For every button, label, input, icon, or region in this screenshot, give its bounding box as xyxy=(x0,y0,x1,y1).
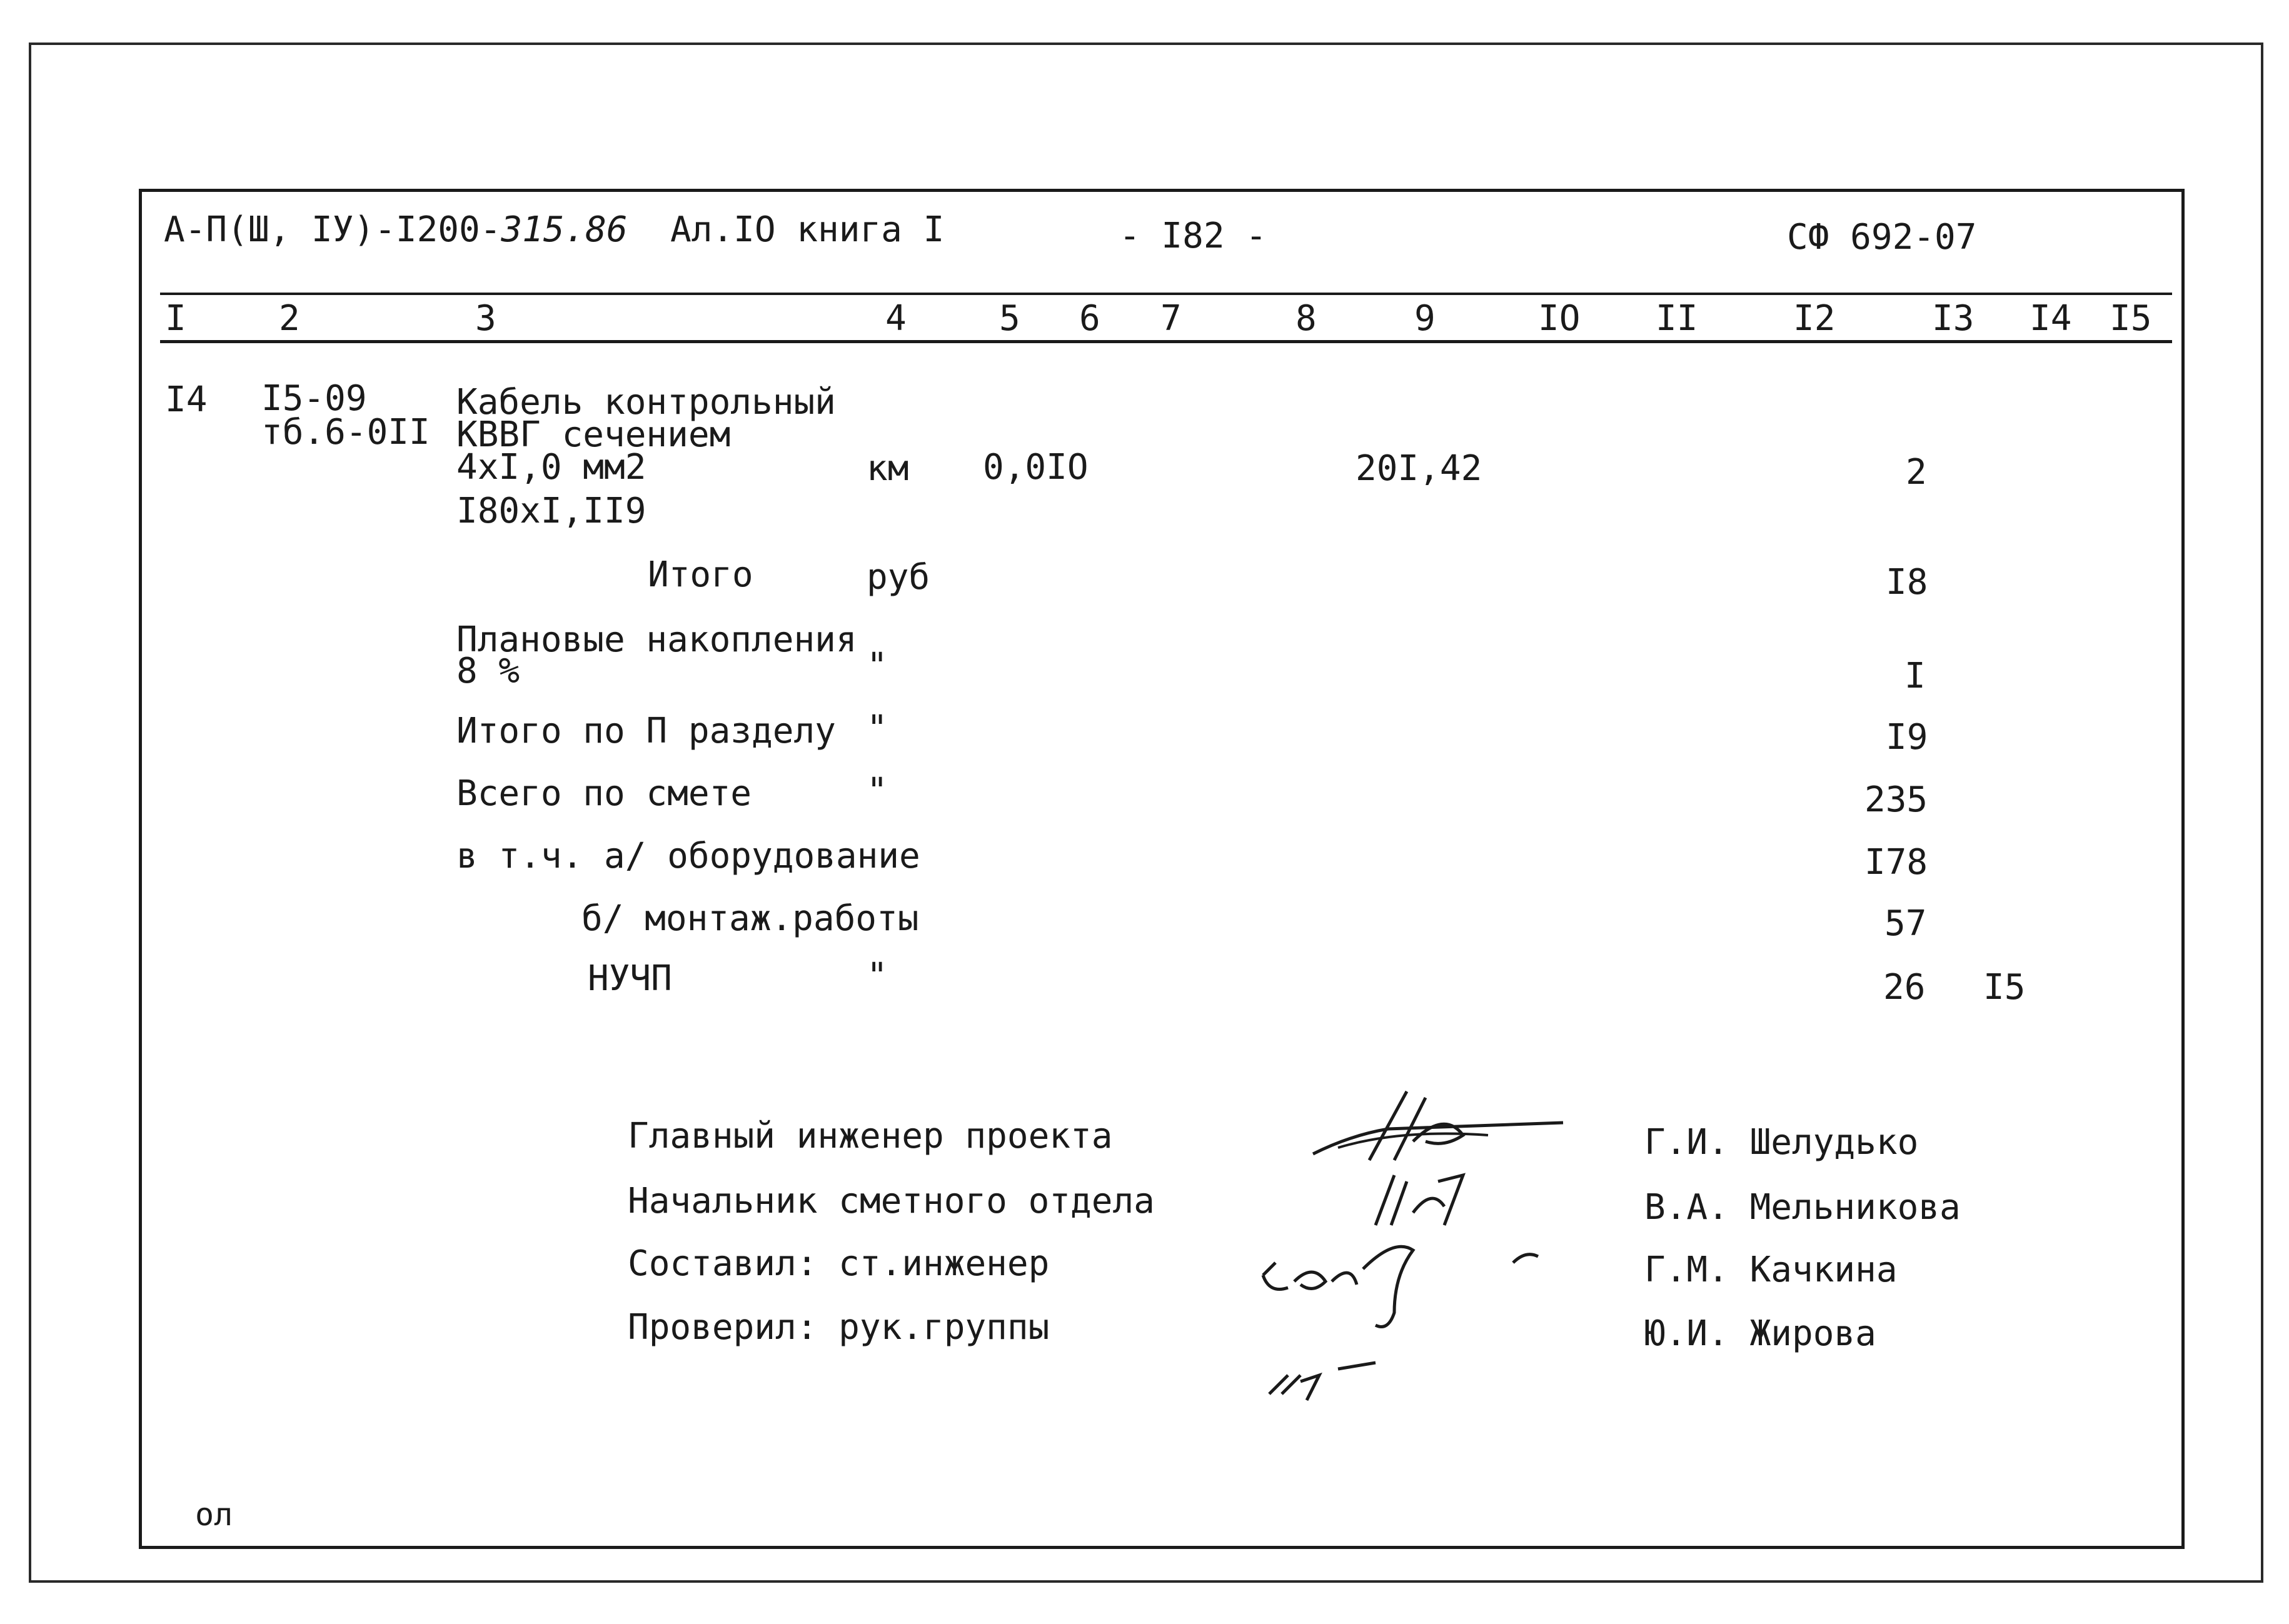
summary-value: 26 xyxy=(1883,967,1926,1008)
signature-name: В.А. Мельникова xyxy=(1644,1187,1961,1228)
summary-label-line1: Плановые накопления xyxy=(456,619,857,660)
album-label: Ал.IO книга I xyxy=(670,209,945,250)
signature-role: Проверил: рук.группы xyxy=(628,1307,1050,1348)
col-header: 7 xyxy=(1160,298,1182,339)
summary-value: I9 xyxy=(1886,717,1928,758)
header-rule-bottom xyxy=(160,340,2172,343)
summary-label: Итого xyxy=(648,554,753,595)
col-header: I4 xyxy=(2030,298,2072,339)
item-quantity: 0,0IO xyxy=(983,447,1089,488)
signature-name: Г.И. Шелудько xyxy=(1644,1122,1919,1163)
handwritten-signature-4 xyxy=(1263,1344,1463,1406)
summary-label: б/ монтаж.работы xyxy=(581,898,919,939)
item-name-line2: КВВГ сечением xyxy=(456,414,731,455)
summary-extra: I5 xyxy=(1983,967,2026,1008)
summary-value: 57 xyxy=(1884,903,1927,944)
item-name-line3: 4хI,0 мм2 xyxy=(456,447,646,488)
summary-label: Итого по П разделу xyxy=(456,711,836,751)
col-header: 6 xyxy=(1079,298,1100,339)
summary-value: I8 xyxy=(1886,562,1928,603)
col-header: I5 xyxy=(2110,298,2152,339)
item-code-line2: тб.6-0II xyxy=(261,412,430,453)
col-header: 8 xyxy=(1295,298,1317,339)
summary-unit: " xyxy=(867,708,888,749)
signature-role: Начальник сметного отдела xyxy=(628,1181,1155,1221)
summary-unit: руб xyxy=(867,557,930,598)
summary-label: в т.ч. а/ оборудование xyxy=(456,836,920,876)
signature-name: Г.М. Качкина xyxy=(1644,1250,1898,1290)
col-header: 2 xyxy=(279,298,300,339)
signature-role: Главный инженер проекта xyxy=(628,1116,1113,1156)
col-header: II xyxy=(1656,298,1698,339)
col-header: 9 xyxy=(1414,298,1436,339)
item-total: 2 xyxy=(1906,452,1927,493)
col-header: 5 xyxy=(999,298,1020,339)
summary-unit: " xyxy=(867,646,888,686)
col-header: 4 xyxy=(885,298,907,339)
col-header: I xyxy=(165,298,186,339)
signature-name: Ю.И. Жирова xyxy=(1644,1313,1876,1354)
summary-value: I xyxy=(1904,656,1926,696)
item-price: 20I,42 xyxy=(1356,448,1482,489)
col-header: IO xyxy=(1538,298,1581,339)
doc-code: А-П(Ш, IУ)-I200-315.86 xyxy=(164,209,628,250)
item-number: I4 xyxy=(165,379,208,420)
summary-label: Всего по смете xyxy=(456,773,752,814)
col-header: 3 xyxy=(475,298,496,339)
page-number: - I82 - xyxy=(1119,216,1267,256)
summary-value: I78 xyxy=(1864,842,1928,883)
summary-label: НУЧП xyxy=(588,958,672,999)
summary-unit: " xyxy=(867,771,888,811)
signature-role: Составил: ст.инженер xyxy=(628,1243,1050,1284)
item-formula: I80хI,II9 xyxy=(456,491,646,531)
item-name-line1: Кабель контрольный xyxy=(456,382,836,423)
footer-mark: ол xyxy=(195,1496,233,1533)
summary-label-line2: 8 % xyxy=(456,651,520,691)
handwritten-signature-1 xyxy=(1300,1085,1588,1173)
stamp-number: СФ 692-07 xyxy=(1787,217,1977,258)
summary-unit: " xyxy=(867,956,888,996)
handwritten-signature-3 xyxy=(1250,1225,1563,1338)
col-header: I3 xyxy=(1932,298,1975,339)
header-rule-top xyxy=(160,293,2172,295)
item-code-line1: I5-09 xyxy=(261,378,367,419)
summary-value: 235 xyxy=(1864,779,1928,820)
item-unit: км xyxy=(867,448,909,489)
col-header: I2 xyxy=(1793,298,1836,339)
